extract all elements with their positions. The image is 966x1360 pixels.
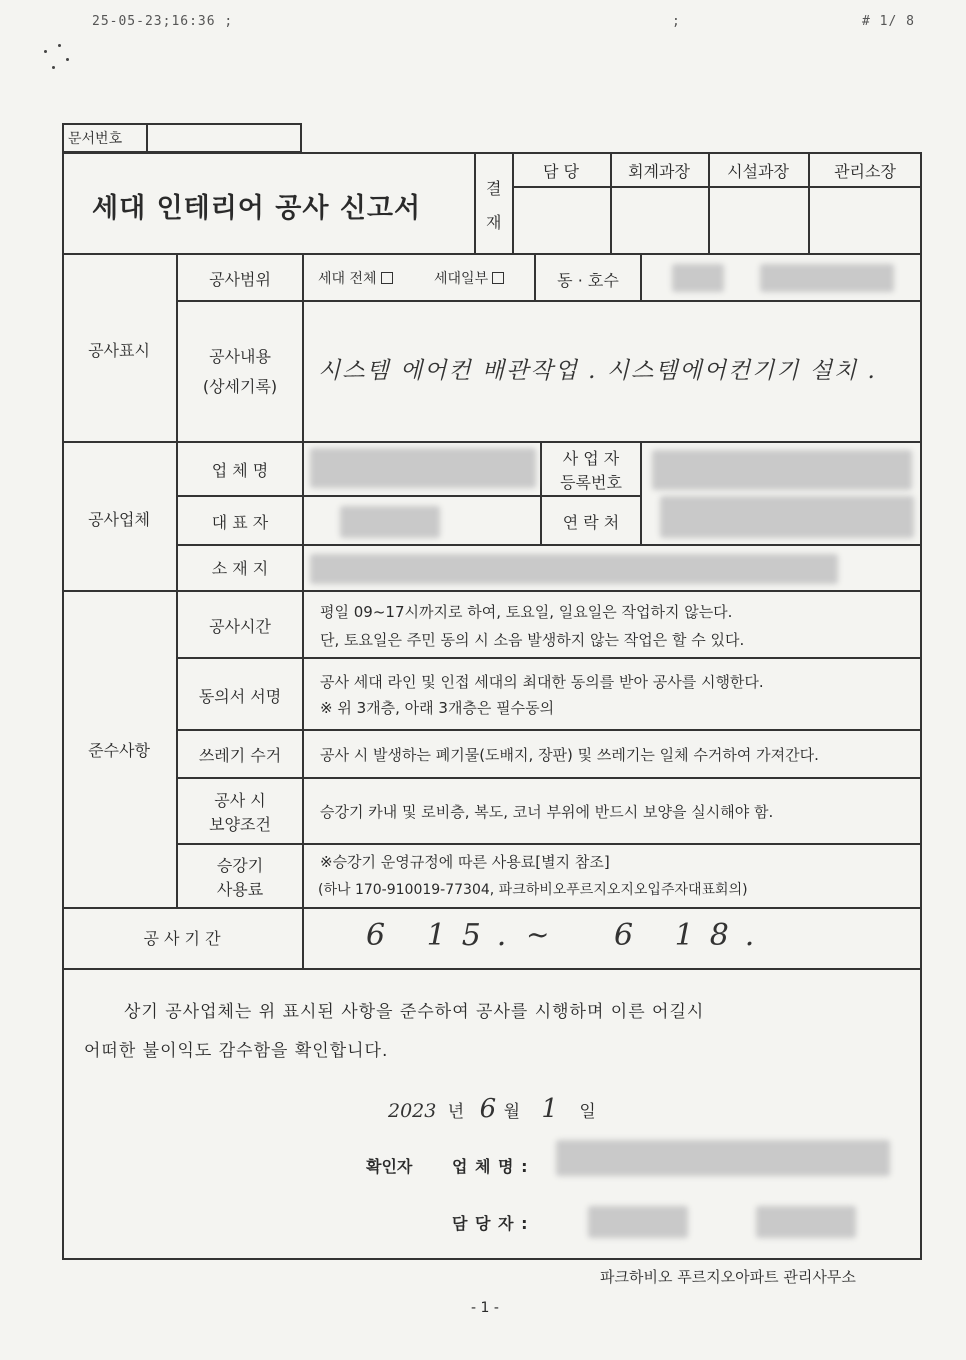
divider [176, 843, 922, 845]
compliance-label-consent: 동의서 서명 [198, 687, 282, 706]
compliance-label-protection-2: 보양조건 [209, 815, 271, 834]
fax-header-mid: ; [672, 14, 681, 29]
approval-label-top: 결 [486, 179, 502, 198]
footer-office: 파크하비오 푸르지오아파트 관리사무소 [600, 1268, 856, 1286]
period-label: 공 사 기 간 [143, 929, 221, 948]
date-month: 6 [479, 1094, 499, 1124]
period-start: 6 15. [366, 918, 523, 953]
declaration-line-2: 어떠한 불이익도 감수함을 확인합니다. [84, 1041, 389, 1061]
address-label: 소 재 지 [211, 559, 269, 578]
divider [62, 253, 922, 255]
compliance-text-elevator-1: ※승강기 운영규정에 따른 사용료[별지 참조] [320, 853, 610, 871]
fax-header-page: # 1/ 8 [862, 14, 915, 29]
form-title: 세대 인테리어 공사 신고서 [92, 193, 422, 224]
divider [540, 495, 640, 497]
scan-speck [58, 44, 61, 47]
approval-role-facility: 시설과장 [727, 162, 789, 181]
compliance-label-elevator-2: 사용료 [216, 880, 264, 899]
approval-role-manager: 관리소장 [834, 162, 896, 181]
compliance-text-elevator-2: (하나 170-910019-77304, 파크하비오푸르지오지오입주자대표회의) [318, 882, 748, 898]
declaration-line-1: 상기 공사업체는 위 표시된 사항을 준수하여 공사를 시행하며 이른 어길시 [124, 1002, 705, 1022]
compliance-label-elevator-1: 승강기 [216, 856, 264, 875]
redacted-company [310, 448, 536, 488]
scope-whole-option[interactable]: 세대 전체 [318, 268, 393, 288]
divider [62, 441, 922, 443]
page-number: - 1 - [471, 1300, 499, 1316]
scan-speck [66, 58, 69, 61]
redacted-dong [672, 264, 724, 292]
section-construction-display: 공사표시 [88, 341, 150, 360]
divider [62, 907, 922, 909]
divider [302, 253, 304, 969]
biz-reg-label-2: 등록번호 [560, 473, 622, 492]
date-day: 1 [541, 1094, 560, 1124]
divider [176, 300, 922, 302]
divider [176, 729, 922, 731]
compliance-text-work-hours-1: 평일 09~17시까지로 하여, 토요일, 일요일은 작업하지 않는다. [320, 603, 733, 621]
redacted-contact [660, 496, 914, 538]
compliance-text-work-hours-2: 단, 토요일은 주민 동의 시 소음 발생하지 않는 작업은 할 수 있다. [320, 631, 745, 649]
compliance-label-work-hours: 공사시간 [209, 617, 271, 636]
divider [640, 441, 642, 545]
content-handwritten: 시스템 에어컨 배관작업 . 시스템에어컨기기 설치 . [318, 358, 877, 384]
confirm-label: 확인자 [366, 1157, 413, 1176]
compliance-text-waste: 공사 시 발생하는 폐기물(도배지, 장판) 및 쓰레기는 일체 수거하여 가져간다. [320, 746, 819, 764]
doc-number-label: 문서번호 [68, 131, 123, 147]
divider [176, 544, 922, 546]
section-compliance: 준수사항 [88, 741, 150, 760]
date-year: 2023 [388, 1100, 437, 1122]
biz-reg-label-1: 사 업 자 [562, 449, 620, 468]
divider [176, 495, 540, 497]
scan-speck [44, 50, 47, 53]
divider [176, 657, 922, 659]
approval-label-bottom: 재 [486, 213, 502, 232]
divider [512, 186, 922, 188]
compliance-text-protection: 승강기 카내 및 로비층, 복도, 코너 부위에 반드시 보양을 실시해야 함. [320, 803, 774, 821]
compliance-label-waste: 쓰레기 수거 [198, 746, 282, 765]
period-dash: ~ [526, 918, 552, 951]
compliance-text-consent-1: 공사 세대 라인 및 인접 세대의 최대한 동의를 받아 공사를 시행한다. [320, 673, 764, 691]
redacted-confirm-person [588, 1206, 688, 1238]
date-day-unit: 일 [579, 1102, 596, 1122]
date-year-unit: 년 [447, 1102, 465, 1122]
redacted-biz-reg [652, 450, 912, 490]
confirm-company-label: 업 체 명 : [452, 1157, 529, 1176]
checkbox-icon[interactable] [381, 272, 393, 284]
approval-role-staff: 담 당 [543, 162, 579, 181]
content-label-2: (상세기록) [202, 377, 278, 396]
date-month-unit: 월 [503, 1102, 520, 1122]
redacted-address [310, 554, 838, 584]
divider [640, 253, 642, 301]
contact-label: 연 락 처 [562, 513, 620, 532]
rep-label: 대 표 자 [211, 513, 269, 532]
scope-partial-option[interactable]: 세대일부 [434, 268, 504, 288]
divider [62, 590, 922, 592]
redacted-confirm-signature [756, 1206, 856, 1238]
fax-header-left: 25-05-23;16:36 ; [92, 14, 234, 29]
confirm-person-label: 담 당 자 : [452, 1214, 529, 1233]
scan-speck [52, 66, 55, 69]
redacted-confirm-company [556, 1140, 890, 1176]
redacted-ho [760, 264, 894, 292]
compliance-text-consent-2: ※ 위 3개층, 아래 3개층은 필수동의 [320, 699, 555, 717]
checkbox-icon[interactable] [492, 272, 504, 284]
scope-label: 공사범위 [209, 270, 271, 289]
divider [474, 152, 476, 254]
redacted-representative [340, 506, 440, 538]
divider [176, 777, 922, 779]
date-line [388, 1094, 596, 1124]
approval-role-accounting: 회계과장 [628, 162, 690, 181]
divider [146, 123, 148, 153]
content-label-1: 공사내용 [209, 347, 271, 366]
divider [62, 968, 922, 970]
compliance-label-protection-1: 공사 시 [214, 791, 266, 810]
company-label: 업 체 명 [211, 461, 269, 480]
dong-ho-label: 동 · 호수 [557, 271, 619, 290]
period-end: 6 18. [614, 918, 771, 953]
section-contractor: 공사업체 [88, 510, 150, 529]
